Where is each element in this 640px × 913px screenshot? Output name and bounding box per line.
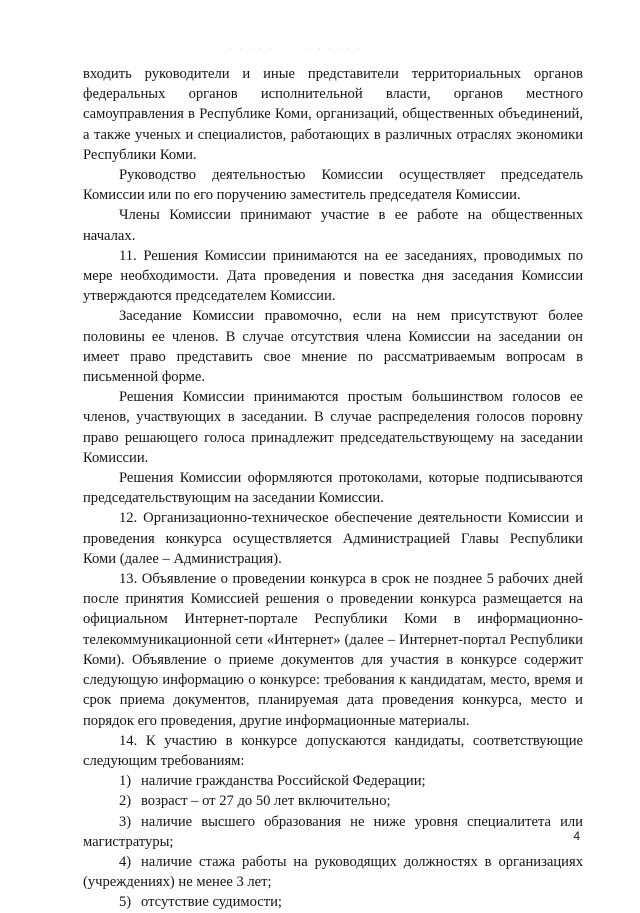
paragraph-8: 12. Организационно-техническое обеспечение деятельности Комиссии и проведения конкурса осуществляется Администрацией Главы Республики Коми (далее – Администрация). [83, 510, 583, 567]
list-item [83, 892, 583, 912]
list-item-text: отсутствие судимости; [141, 894, 282, 911]
paragraph-6: Решения Комиссии принимаются простым большинством голосов ее членов, участвующих в заседании. В случае распределения голосов поровну право решающего голоса принадлежит председательствующему на заседании Комиссии. [83, 389, 583, 466]
list-item [83, 812, 583, 852]
list-item [83, 771, 583, 791]
list-item-number: 3) [119, 813, 132, 830]
list-item-number: 1) [119, 773, 132, 790]
list-item-text: наличие высшего образования не ниже уровня специалитета или магистратуры; [83, 813, 583, 850]
paragraph-2: Руководство деятельностью Комиссии осуществляет председатель Комиссии или по его поручению заместитель председателя Комиссии. [83, 167, 583, 204]
list-item [83, 852, 583, 892]
paragraph-3: Члены Комиссии принимают участие в ее работе на общественных началах. [83, 207, 583, 244]
page-number: 4 [573, 829, 580, 843]
paragraph-9: 13. Объявление о проведении конкурса в срок не позднее 5 рабочих дней после принятия Комиссией решения о проведении конкурса размещается на официальном Интернет-портале Республики Коми в информационно-телекоммуникационной сети «Интернет» (далее – Интернет-портал Республики Коми). Объявление о приеме документов для участия в конкурсе содержит следующую информацию о конкурсе: требования к кандидатам, место, время и срок приема документов, планируемая дата проведения конкурса, место и порядок его проведения, другие информационные материалы. [83, 571, 583, 729]
scan-specks: · · · · · · · · · · · [230, 46, 363, 53]
list-item-number: 5) [119, 894, 132, 911]
paragraph-7: Решения Комиссии оформляются протоколами, которые подписываются председательствующим на заседании Комиссии. [83, 470, 583, 507]
paragraph-10: 14. К участию в конкурсе допускаются кандидаты, соответствующие следующим требованиям: [83, 732, 583, 769]
list-item [83, 791, 583, 811]
paragraph-1: входить руководители и иные представители территориальных органов федеральных органов исполнительной власти, органов местного самоуправления в Республике Коми, организаций, общественных объединений, а также ученых и специалистов, работающих в различных отраслях экономики Республики Коми. [83, 66, 583, 163]
list-item-text: наличие гражданства Российской Федерации; [141, 773, 426, 790]
paragraph-5: Заседание Комиссии правомочно, если на нем присутствуют более половины ее членов. В случае отсутствия члена Комиссии на заседании он имеет право представить свое мнение по рассматриваемым вопросам в письменной форме. [83, 308, 583, 386]
list-item-number: 2) [119, 793, 132, 810]
list-item-text: возраст – от 27 до 50 лет включительно; [141, 793, 391, 810]
list-item-text: наличие стажа работы на руководящих должностях в организациях (учреждениях) не менее 3 лет; [83, 853, 583, 891]
paragraph-4: 11. Решения Комиссии принимаются на ее заседаниях, проводимых по мере необходимости. Дата проведения и повестка дня заседания Комиссии утверждаются председателем Комиссии. [83, 247, 583, 305]
list-item-number: 4) [119, 853, 132, 870]
